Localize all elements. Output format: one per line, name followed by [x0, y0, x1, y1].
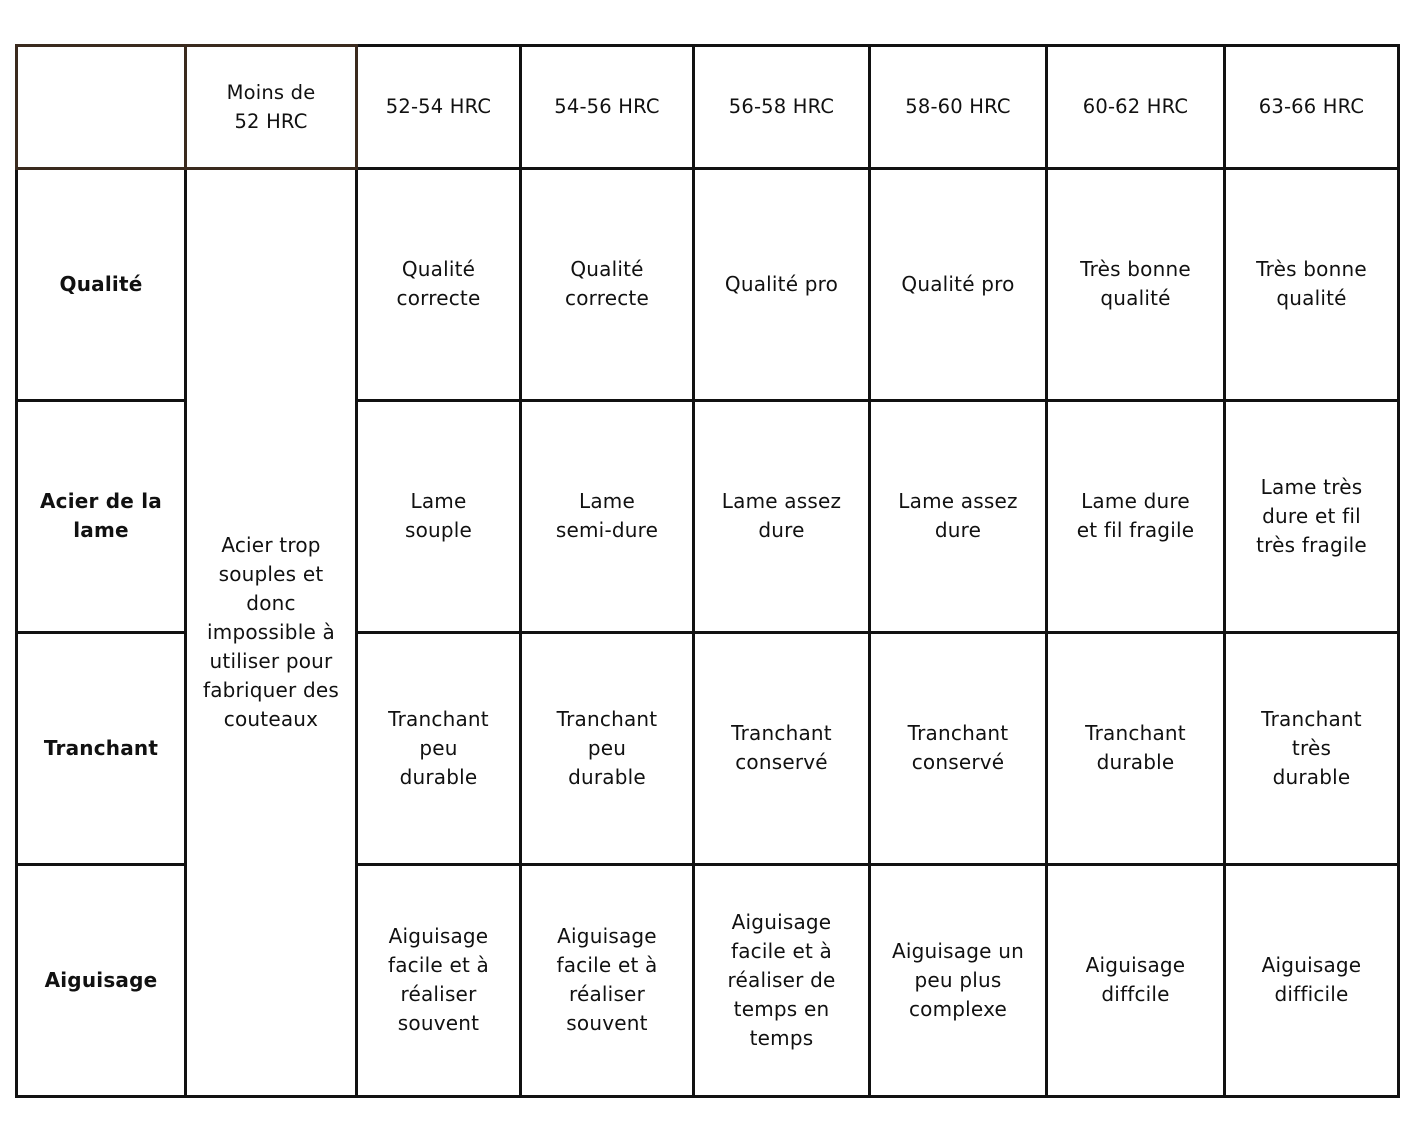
- column-header-52-54: 52-54 HRC: [357, 46, 521, 169]
- row-label-aiguisage: Aiguisage: [17, 864, 186, 1096]
- table-cell: Lame souple: [357, 400, 521, 632]
- table-cell: Très bonne qualité: [1225, 168, 1399, 400]
- table-cell: Aiguisage difficile: [1225, 864, 1399, 1096]
- table-cell: Qualité pro: [694, 168, 870, 400]
- table-cell: Aiguisage diffcile: [1047, 864, 1225, 1096]
- table-row-qualite: [17, 168, 1399, 400]
- table-cell: Tranchant conservé: [694, 632, 870, 864]
- table-cell: Qualité correcte: [521, 168, 694, 400]
- table-cell: Lame semi-dure: [521, 400, 694, 632]
- merged-cell-too-soft: Acier trop souples et donc impossible à utiliser pour fabriquer des couteaux: [186, 168, 357, 1096]
- table-cell: Qualité pro: [870, 168, 1047, 400]
- column-header-54-56: 54-56 HRC: [521, 46, 694, 169]
- row-label-qualite: Qualité: [17, 168, 186, 400]
- table-cell: Aiguisage un peu plus complexe: [870, 864, 1047, 1096]
- table-cell: Lame très dure et fil très fragile: [1225, 400, 1399, 632]
- table-header-row: [17, 46, 1399, 169]
- column-header-63-66: 63-66 HRC: [1225, 46, 1399, 169]
- column-header-58-60: 58-60 HRC: [870, 46, 1047, 169]
- column-header-56-58: 56-58 HRC: [694, 46, 870, 169]
- column-header-below-52: Moins de 52 HRC: [186, 46, 357, 169]
- row-label-tranchant: Tranchant: [17, 632, 186, 864]
- table-cell: Lame dure et fil fragile: [1047, 400, 1225, 632]
- table-cell: Lame assez dure: [870, 400, 1047, 632]
- row-label-acier-de-la-lame: Acier de la lame: [17, 400, 186, 632]
- table-cell: Très bonne qualité: [1047, 168, 1225, 400]
- table-cell: Aiguisage facile et à réaliser souvent: [521, 864, 694, 1096]
- table-cell: Lame assez dure: [694, 400, 870, 632]
- table-cell: Tranchant conservé: [870, 632, 1047, 864]
- table-cell: Aiguisage facile et à réaliser de temps en temps: [694, 864, 870, 1096]
- column-header-60-62: 60-62 HRC: [1047, 46, 1225, 169]
- table-cell: Tranchant peu durable: [357, 632, 521, 864]
- table-cell: Aiguisage facile et à réaliser souvent: [357, 864, 521, 1096]
- hardness-comparison-table: [15, 44, 1400, 1098]
- table-cell: Qualité correcte: [357, 168, 521, 400]
- table-cell: Tranchant peu durable: [521, 632, 694, 864]
- corner-cell: [17, 46, 186, 169]
- table-cell: Tranchant durable: [1047, 632, 1225, 864]
- table-cell: Tranchant très durable: [1225, 632, 1399, 864]
